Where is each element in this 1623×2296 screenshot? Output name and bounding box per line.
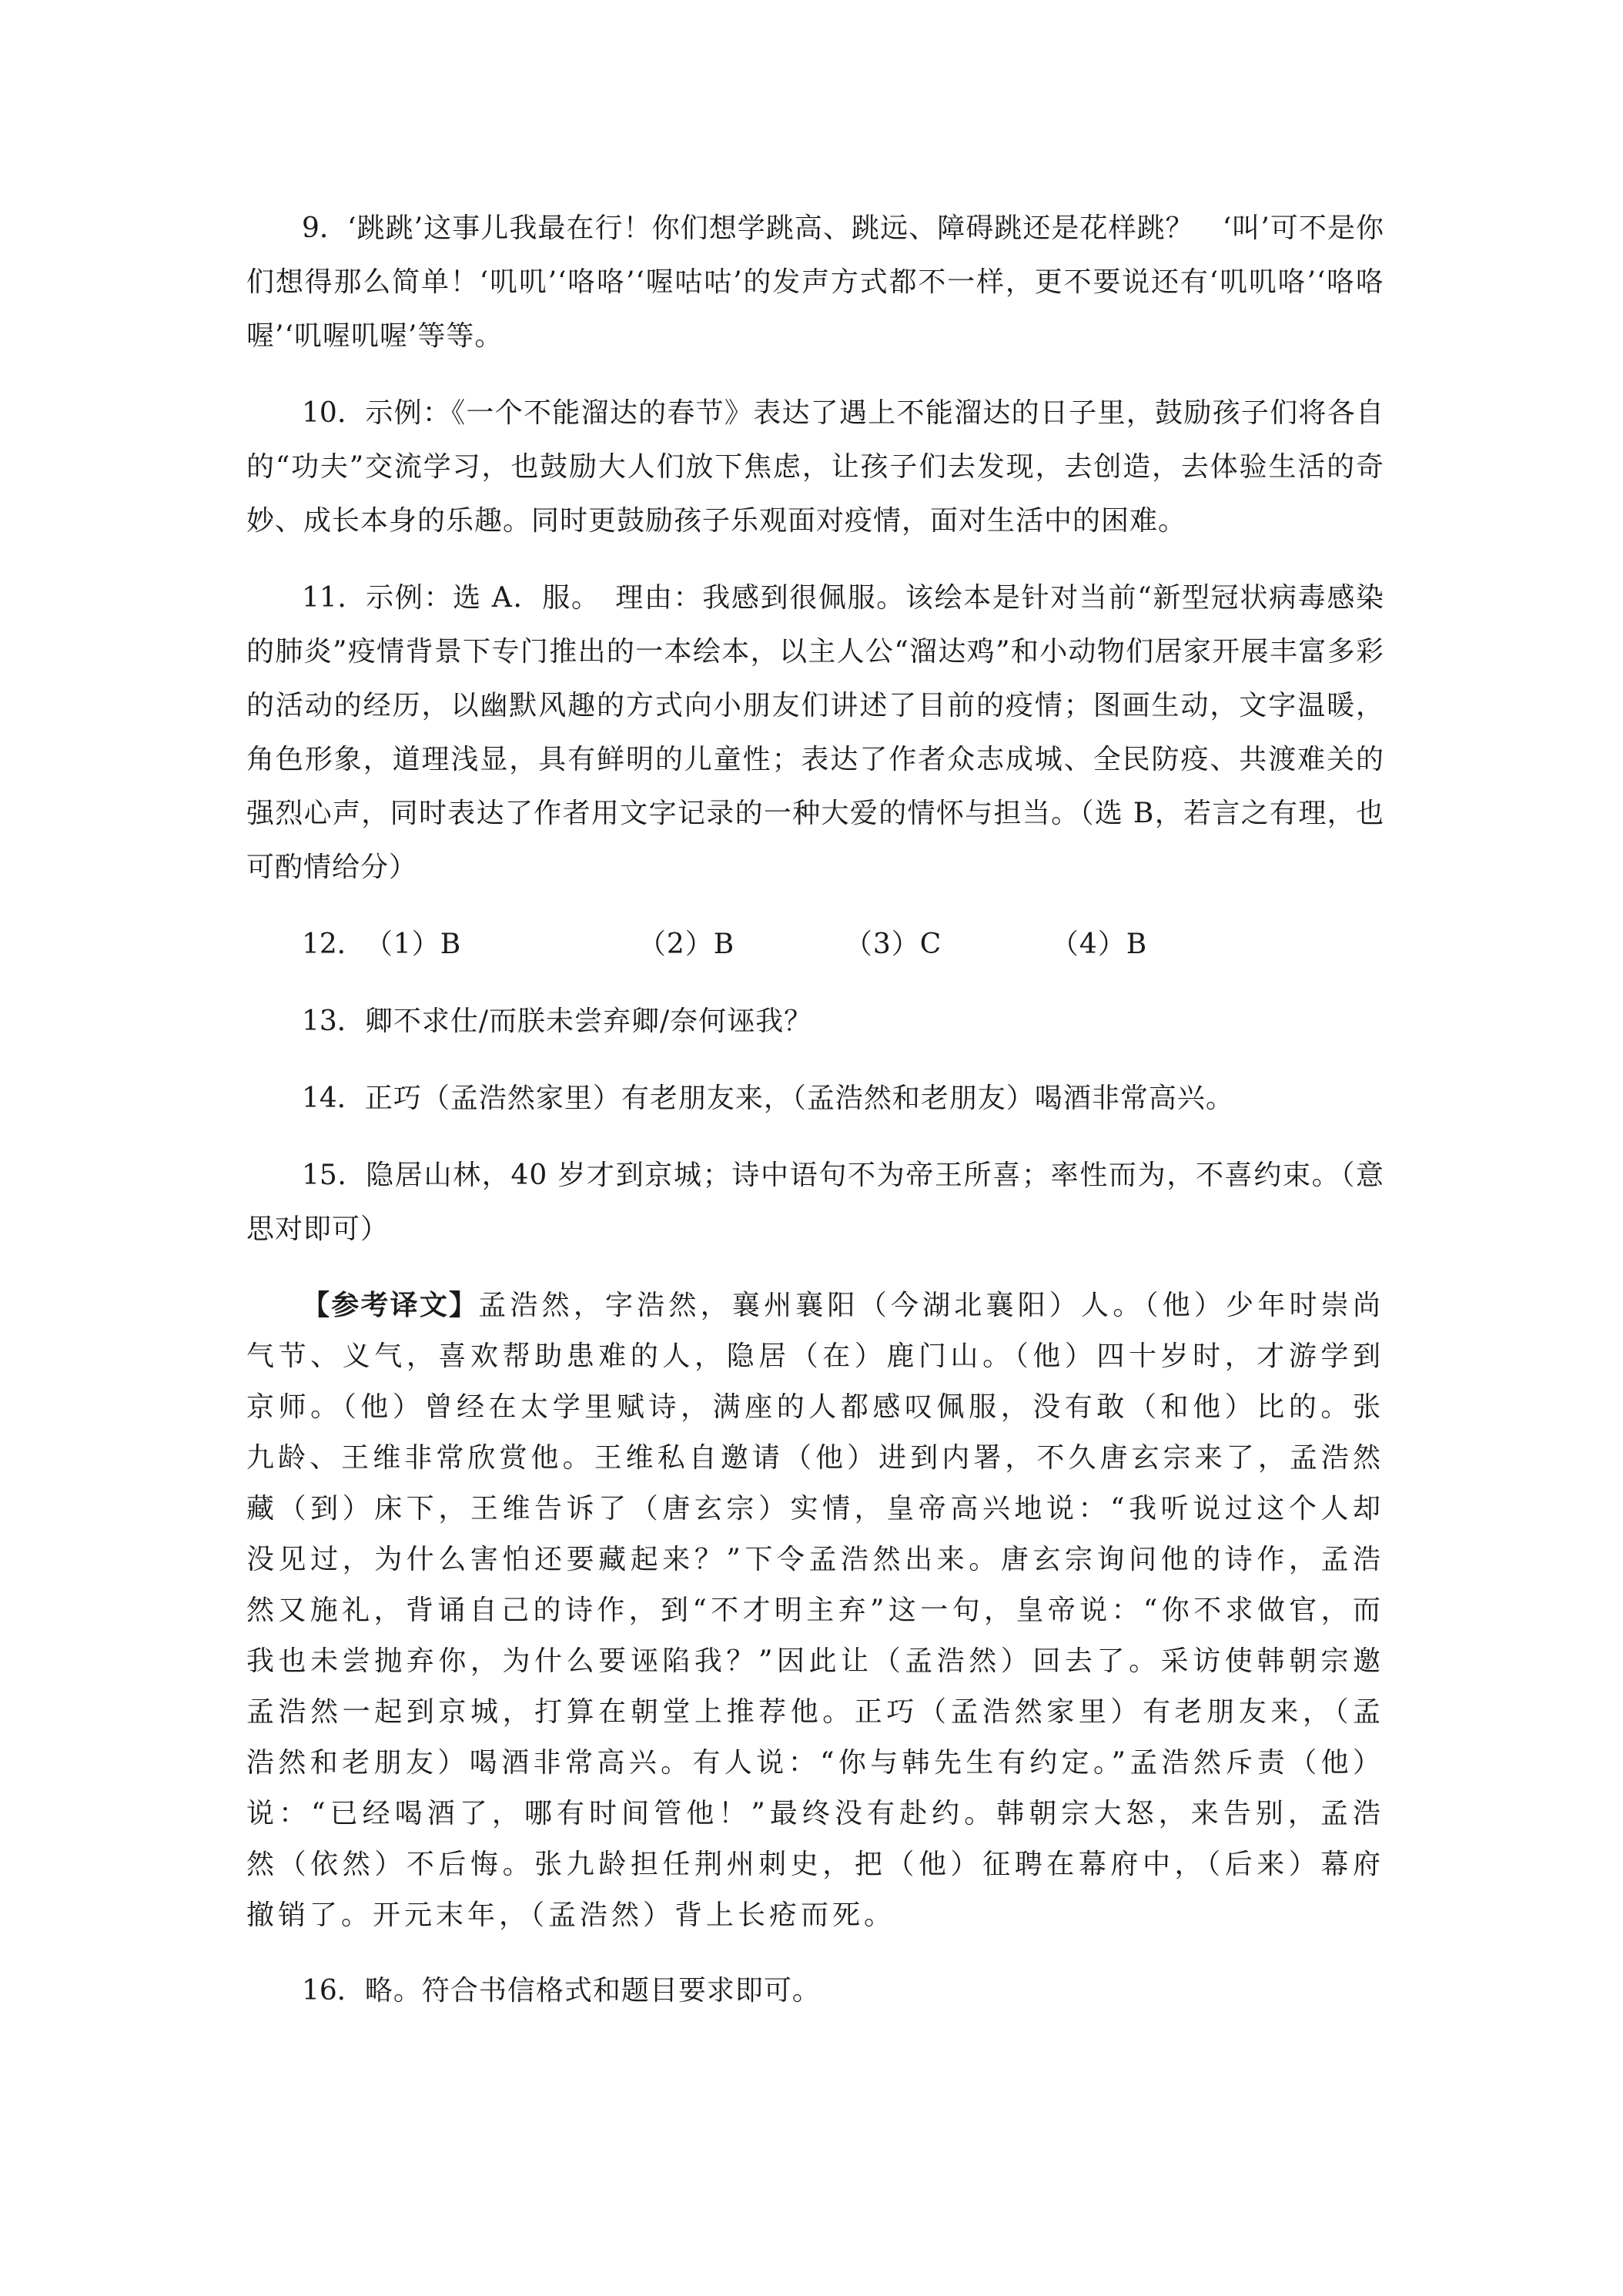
answer-12-choice-4: （4）B [1050, 929, 1148, 960]
answer-12-choice-2: （2）B [637, 929, 735, 960]
answer-13-number: 13． [302, 1006, 365, 1037]
answer-16-text: 略。符合书信格式和题目要求即可。 [364, 1975, 821, 2006]
answer-14-number: 14． [302, 1083, 365, 1114]
reference-translation-heading: 【参考译文】 [302, 1289, 479, 1321]
answer-9-text: ‘跳跳’这事儿我最在行！你们想学跳高、跳远、障碍跳还是花样跳？ ‘叫’可不是你们想得那么简单！‘叽叽’‘咯咯’‘喔咕咕’的发声方式都不一样，更不要说还有‘叽叽咯’‘咯咯喔’‘叽喔叽喔’等等。 [246, 213, 1385, 352]
answer-15-number: 15． [302, 1160, 366, 1191]
answer-page [246, 202, 1384, 2041]
answer-16-number: 16． [302, 1975, 365, 2006]
answer-16 [246, 1964, 1384, 2018]
reference-translation-text: 孟浩然，字浩然，襄州襄阳（今湖北襄阳）人。（他）少年时崇尚气节、义气，喜欢帮助患难的人，隐居（在）鹿门山。（他）四十岁时，才游学到京师。（他）曾经在太学里赋诗，满座的人都感叹佩服，没有敢（和他）比的。张九龄、王维非常欣赏他。王维私自邀请（他）进到内署，不久唐玄宗来了，孟浩然藏（到）床下，王维告诉了（唐玄宗）实情，皇帝高兴地说：“我听说过这个人却没见过，为什么害怕还要藏起来？”下令孟浩然出来。唐玄宗询问他的诗作，孟浩然又施礼，背诵自己的诗作，到“不才明主弃”这一句，皇帝说：“你不求做官，而我也未尝抛弃你，为什么要诬陷我？”因此让（孟浩然）回去了。采访使韩朝宗邀孟浩然一起到京城，打算在朝堂上推荐他。正巧（孟浩然家里）有老朋友来，（孟浩然和老朋友）喝酒非常高兴。有人说：“你与韩先生有约定。”孟浩然斥责（他）说：“已经喝酒了，哪有时间管他！”最终没有赴约。韩朝宗大怒，来告别，孟浩然（依然）不后悔。张九龄担任荆州刺史，把（他）征聘在幕府中，（后来）幕府撤销了。开元末年，（孟浩然）背上长疮而死。 [246, 1290, 1384, 1931]
answer-10-text: 示例：《一个不能溜达的春节》表达了遇上不能溜达的日子里，鼓励孩子们将各自的“功夫”交流学习，也鼓励大人们放下焦虑，让孩子们去发现，去创造，去体验生活的奇妙、成长本身的乐趣。同时更鼓励孩子乐观面对疫情，面对生活中的困难。 [246, 397, 1384, 537]
answer-9-number: 9． [302, 213, 348, 244]
answer-14 [246, 1072, 1384, 1126]
answer-12-choice-1: （1）B [364, 929, 462, 960]
answer-12 [246, 918, 1384, 972]
answer-11 [246, 571, 1384, 895]
answer-13 [246, 995, 1384, 1049]
answer-12-number: 12． [302, 929, 365, 960]
answer-11-number: 11． [302, 582, 366, 614]
answer-12-choice-3: （3）C [844, 929, 942, 960]
answer-14-text: 正巧（孟浩然家里）有老朋友来，（孟浩然和老朋友）喝酒非常高兴。 [364, 1083, 1234, 1114]
reference-translation [246, 1280, 1384, 1941]
answer-11-text: 示例：选 A．服。 理由：我感到很佩服。该绘本是针对当前“新型冠状病毒感染的肺炎”疫情背景下专门推出的一本绘本，以主人公“溜达鸡”和小动物们居家开展丰富多彩的活动的经历，以幽默风趣的方式向小朋友们讲述了目前的疫情；图画生动，文字温暖，角色形象，道理浅显，具有鲜明的儿童性；表达了作者众志成城、全民防疫、共渡难关的强烈心声，同时表达了作者用文字记录的一种大爱的情怀与担当。（选 B，若言之有理，也可酌情给分） [246, 582, 1384, 883]
answer-15 [246, 1149, 1384, 1257]
answer-13-text: 卿不求仕/而朕未尝弃卿/奈何诬我？ [364, 1006, 813, 1037]
answer-10 [246, 387, 1384, 548]
answer-10-number: 10． [302, 397, 366, 429]
answer-9 [246, 202, 1384, 363]
answer-15-text: 隐居山林，40 岁才到京城；诗中语句不为帝王所喜；率性而为，不喜约束。（意思对即可） [246, 1160, 1384, 1245]
